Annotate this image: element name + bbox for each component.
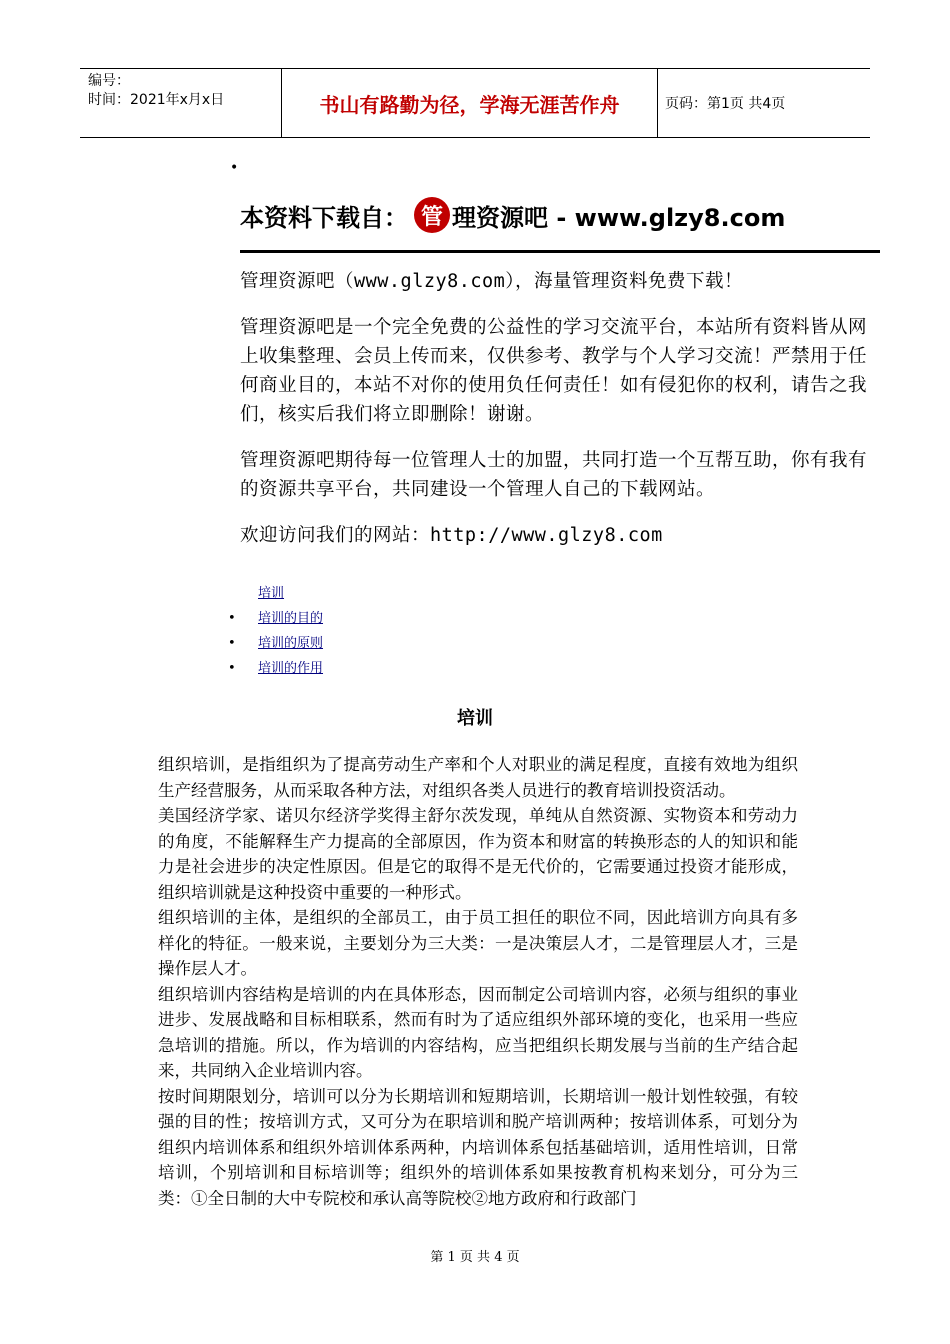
banner-title-suffix: 理资源吧 - www.glzy8.com [452, 203, 786, 232]
download-banner [240, 180, 880, 550]
page-footer: 第 1 页 共 4 页 [430, 1250, 520, 1265]
banner-para2: 管理资源吧是一个完全免费的公益性的学习交流平台，本站所有资料皆从网上收集整理、会员上传而来，仅供参考、教学与个人学习交流！严禁用于任何商业目的，本站不对你的使用负任何责任！如有侵犯你的权利，请告之我们，核实后我们将立即删除！谢谢。 [240, 317, 868, 425]
paragraph: 组织培训内容结构是培训的内在具体形态，因而制定公司培训内容，必须与组织的事业进步、发展战略和目标相联系，然而有时为了适应组织外部环境的变化，也采用一些应急培训的措施。所以，作为培训的内容结构，应当把组织长期发展与当前的生产结合起来，共同纳入企业培训内容。 [158, 984, 798, 1080]
toc-link-purpose[interactable]: 培训的目的 [258, 611, 324, 626]
banner-title-prefix: 本资料下载自： [240, 203, 408, 232]
motto: 书山有路勤为径，学海无涯苦作舟 [282, 69, 658, 137]
toc-item[interactable] [228, 634, 324, 659]
toc-link-principles[interactable]: 培训的原则 [258, 636, 324, 651]
time-label: 时间：2021年x月x日 [88, 92, 225, 108]
header-left-cell [80, 69, 282, 137]
toc-item[interactable] [258, 584, 323, 609]
banner-divider [240, 250, 880, 253]
logo-icon: 管 [414, 197, 450, 233]
banner-line1: 管理资源吧（www.glzy8.com），海量管理资料免费下载！ [240, 271, 744, 292]
bullet-icon: • [228, 611, 236, 626]
paragraph: 组织培训的主体，是组织的全部员工，由于员工担任的职位不同，因此培训方向具有多样化的特征。一般来说，主要划分为三大类：一是决策层人才，二是管理层人才，三是操作层人才。 [158, 908, 798, 978]
toc-link-effects[interactable]: 培训的作用 [258, 661, 324, 676]
banner-para3: 管理资源吧期待每一位管理人士的加盟，共同打造一个互帮互助，你有我有的资源共享平台，共同建设一个管理人自己的下载网站。 [240, 450, 868, 500]
paragraph: 美国经济学家、诺贝尔经济学奖得主舒尔茨发现，单纯从自然资源、实物资本和劳动力的角度，不能解释生产力提高的全部原因，作为资本和财富的转换形态的人的知识和能力是社会进步的决定性原因。但是它的取得不是无代价的，它需要通过投资才能形成，组织培训就是这种投资中重要的一种形式。 [158, 806, 798, 902]
article-title: 培训 [457, 708, 493, 729]
page-info: 页码：第1页 共4页 [665, 96, 786, 112]
paragraph: 按时间期限划分，培训可以分为长期培训和短期培训，长期培训一般计划性较强，有较强的目的性；按培训方式，又可分为在职培训和脱产培训两种；按培训体系，可划分为组织内培训体系和组织外培训体系两种，内培训体系包括基础培训，适用性培训，日常培训，个别培训和目标培训等；组织外的培训体系如果按教育机构来划分，可分为三类：①全日制的大中专院校和承认高等院校②地方政府和行政部门 [158, 1086, 798, 1208]
banner-title [240, 180, 880, 250]
header-table [80, 68, 870, 138]
toc-item[interactable] [228, 609, 324, 634]
bullet-icon: • [230, 160, 239, 176]
toc-item[interactable] [228, 659, 324, 684]
bullet-icon: • [228, 661, 236, 676]
table-of-contents [228, 584, 324, 684]
toc-link-training[interactable]: 培训 [258, 586, 285, 601]
paragraph: 组织培训，是指组织为了提高劳动生产率和个人对职业的满足程度，直接有效地为组织生产经营服务，从而采取各种方法，对组织各类人员进行的教育培训投资活动。 [158, 755, 798, 800]
banner-para4: 欢迎访问我们的网站：http://www.glzy8.com [240, 525, 663, 546]
article-body [158, 752, 798, 1211]
number-label: 编号： [88, 73, 130, 89]
bullet-icon: • [228, 636, 236, 651]
